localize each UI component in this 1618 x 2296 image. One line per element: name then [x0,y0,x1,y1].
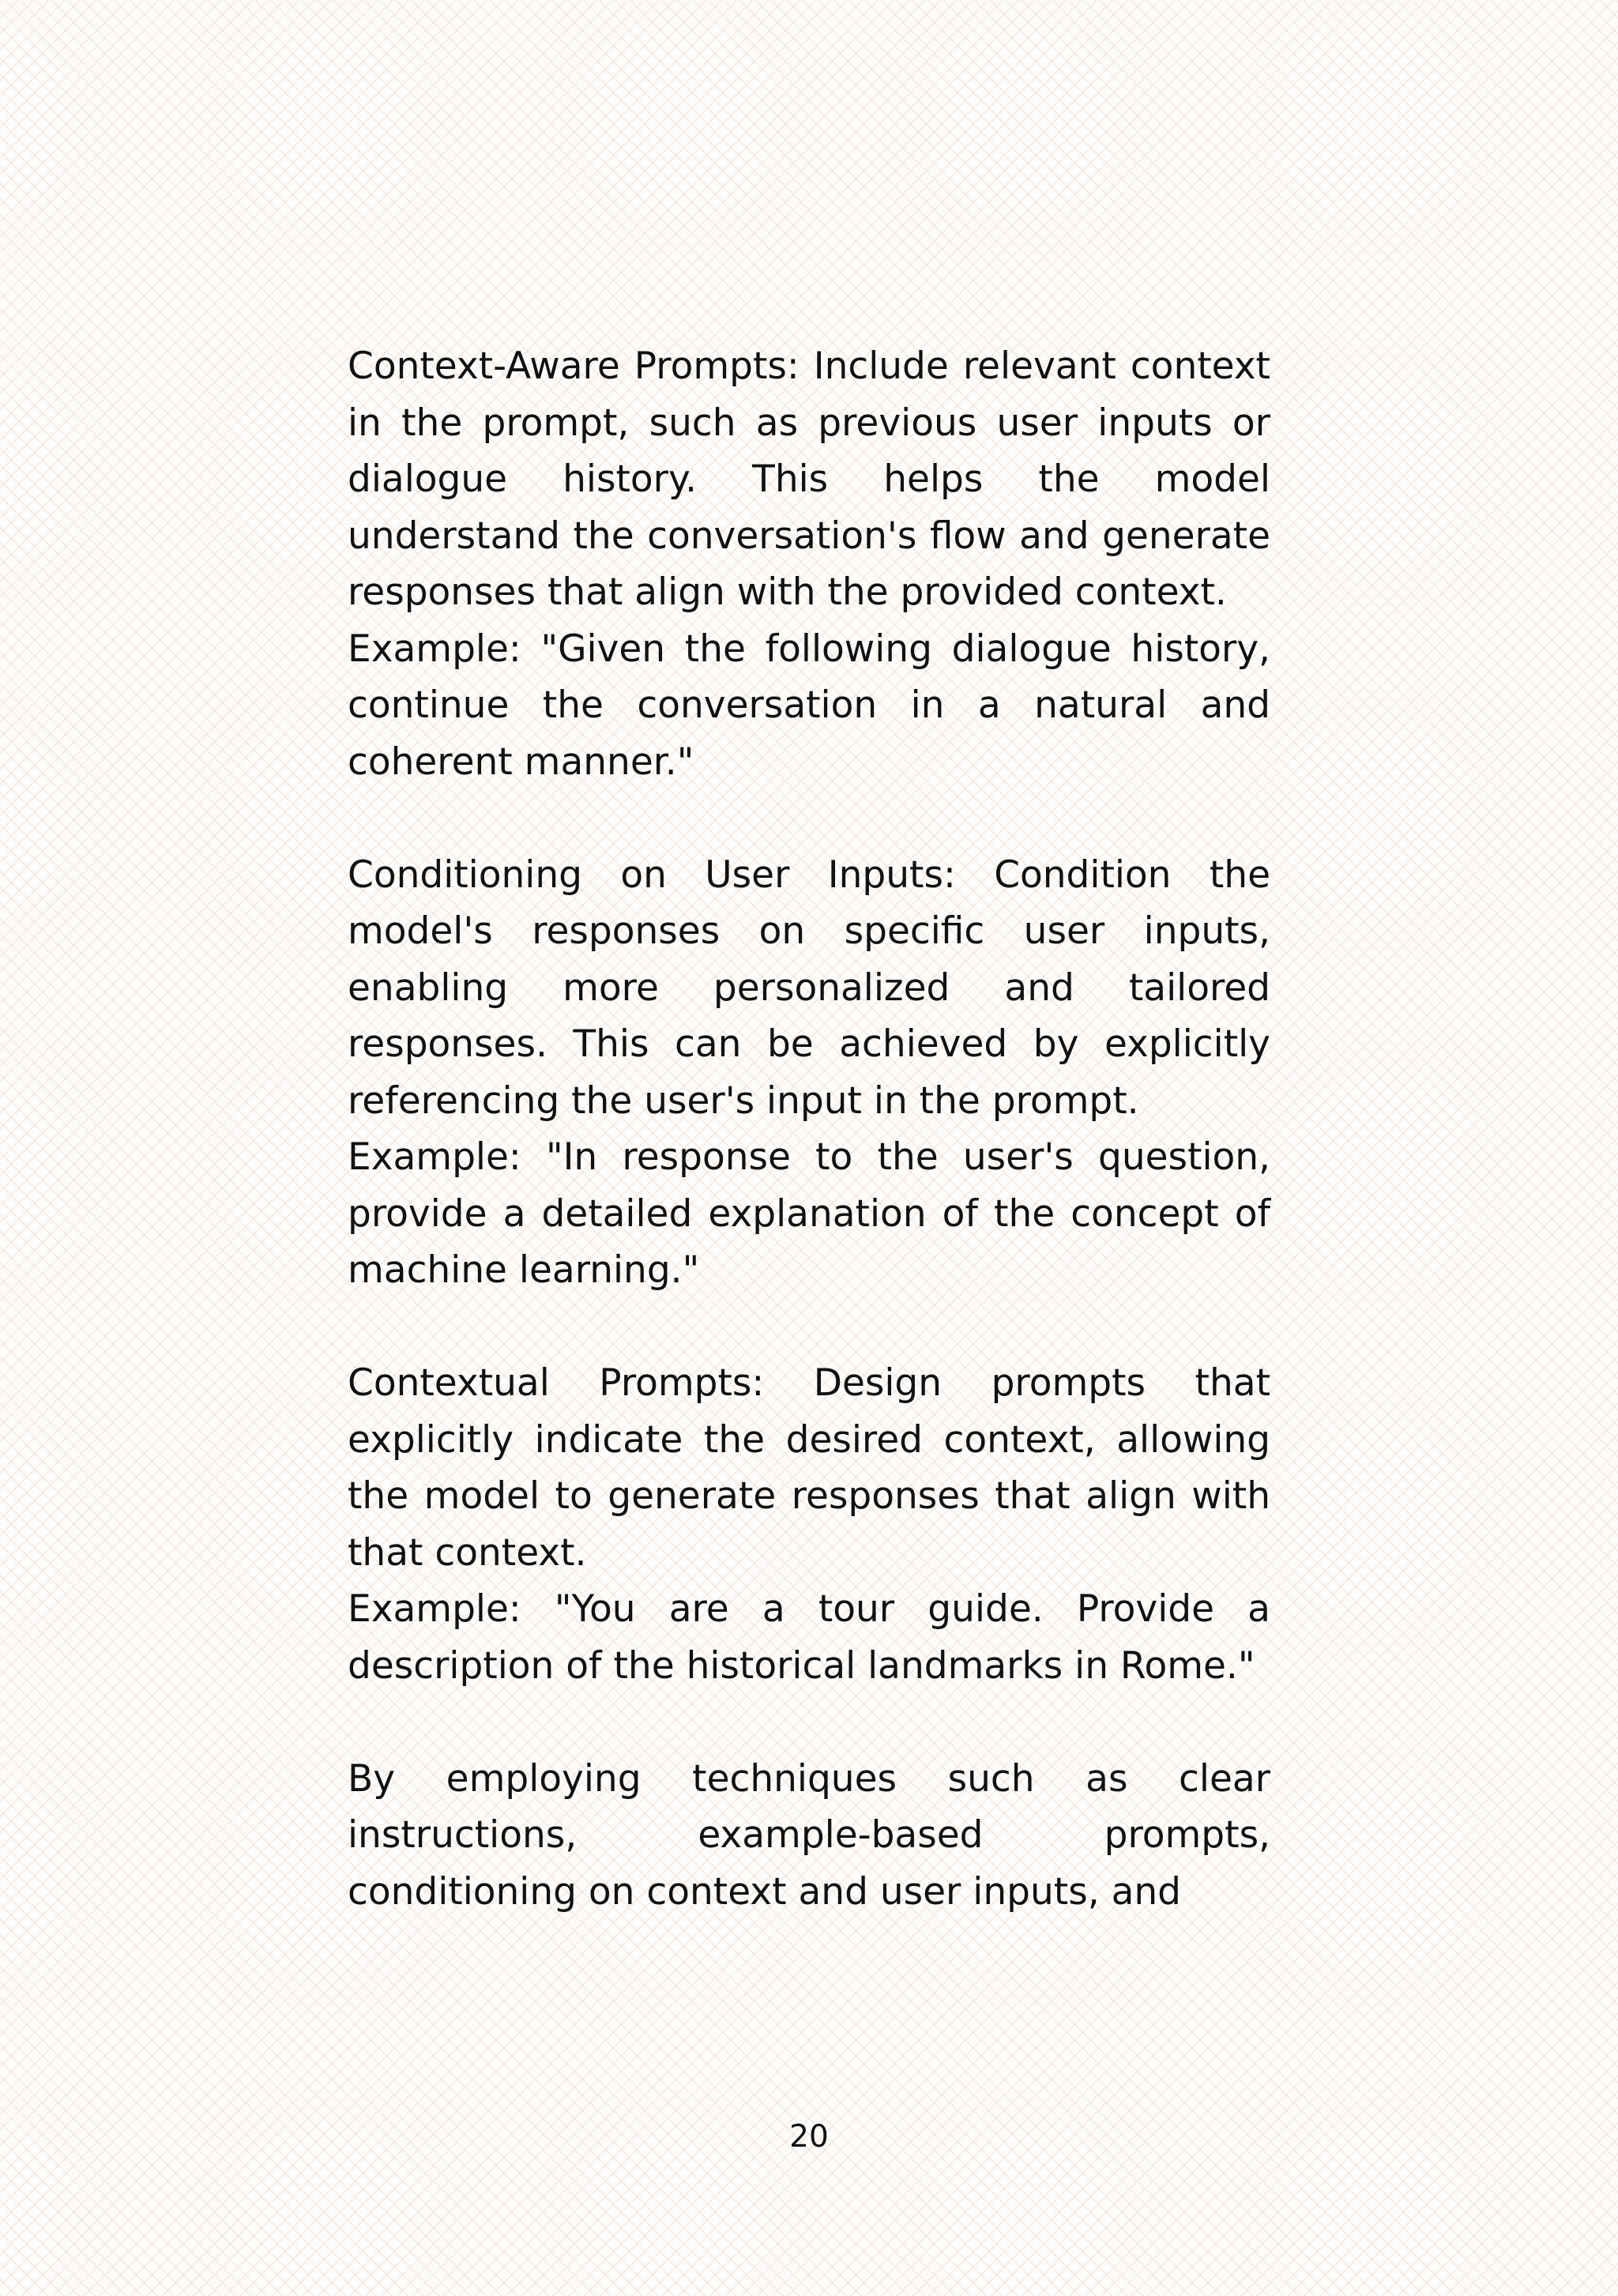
paragraph-context-aware-prompts: Context-Aware Prompts: Include relevant context in the prompt, such as previous user inputs or dialogue history. This helps the model understand the conversation's flow and generate responses that align with the provided context. [348,344,1270,614]
section-contextual-prompts [348,1355,1270,1694]
section-conditioning-on-user-inputs [348,847,1270,1299]
paragraph-conditioning-on-user-inputs: Conditioning on User Inputs: Condition the model's responses on specific user inputs, enabling more personalized and tailored responses. This can be achieved by explicitly referencing the user's input in the prompt. [348,853,1270,1123]
body-text [348,338,1270,1920]
paragraph-conclusion: By employing techniques such as clear instructions, example-based prompts, conditioning on context and user inputs, and [348,1756,1270,1914]
page-number: 20 [789,2119,829,2155]
paragraph-contextual-prompts: Contextual Prompts: Design prompts that explicitly indicate the desired context, allowing the model to generate responses that align with that context. [348,1361,1270,1575]
example-machine-learning: Example: "In response to the user's question, provide a detailed explanation of the concept of machine learning." [348,1135,1270,1292]
section-conclusion [348,1751,1270,1921]
section-context-aware-prompts [348,338,1270,790]
example-dialogue-history: Example: "Given the following dialogue history, continue the conversation in a natural and coherent manner." [348,627,1270,784]
example-tour-guide: Example: "You are a tour guide. Provide a description of the historical landmarks in Rome." [348,1587,1270,1688]
